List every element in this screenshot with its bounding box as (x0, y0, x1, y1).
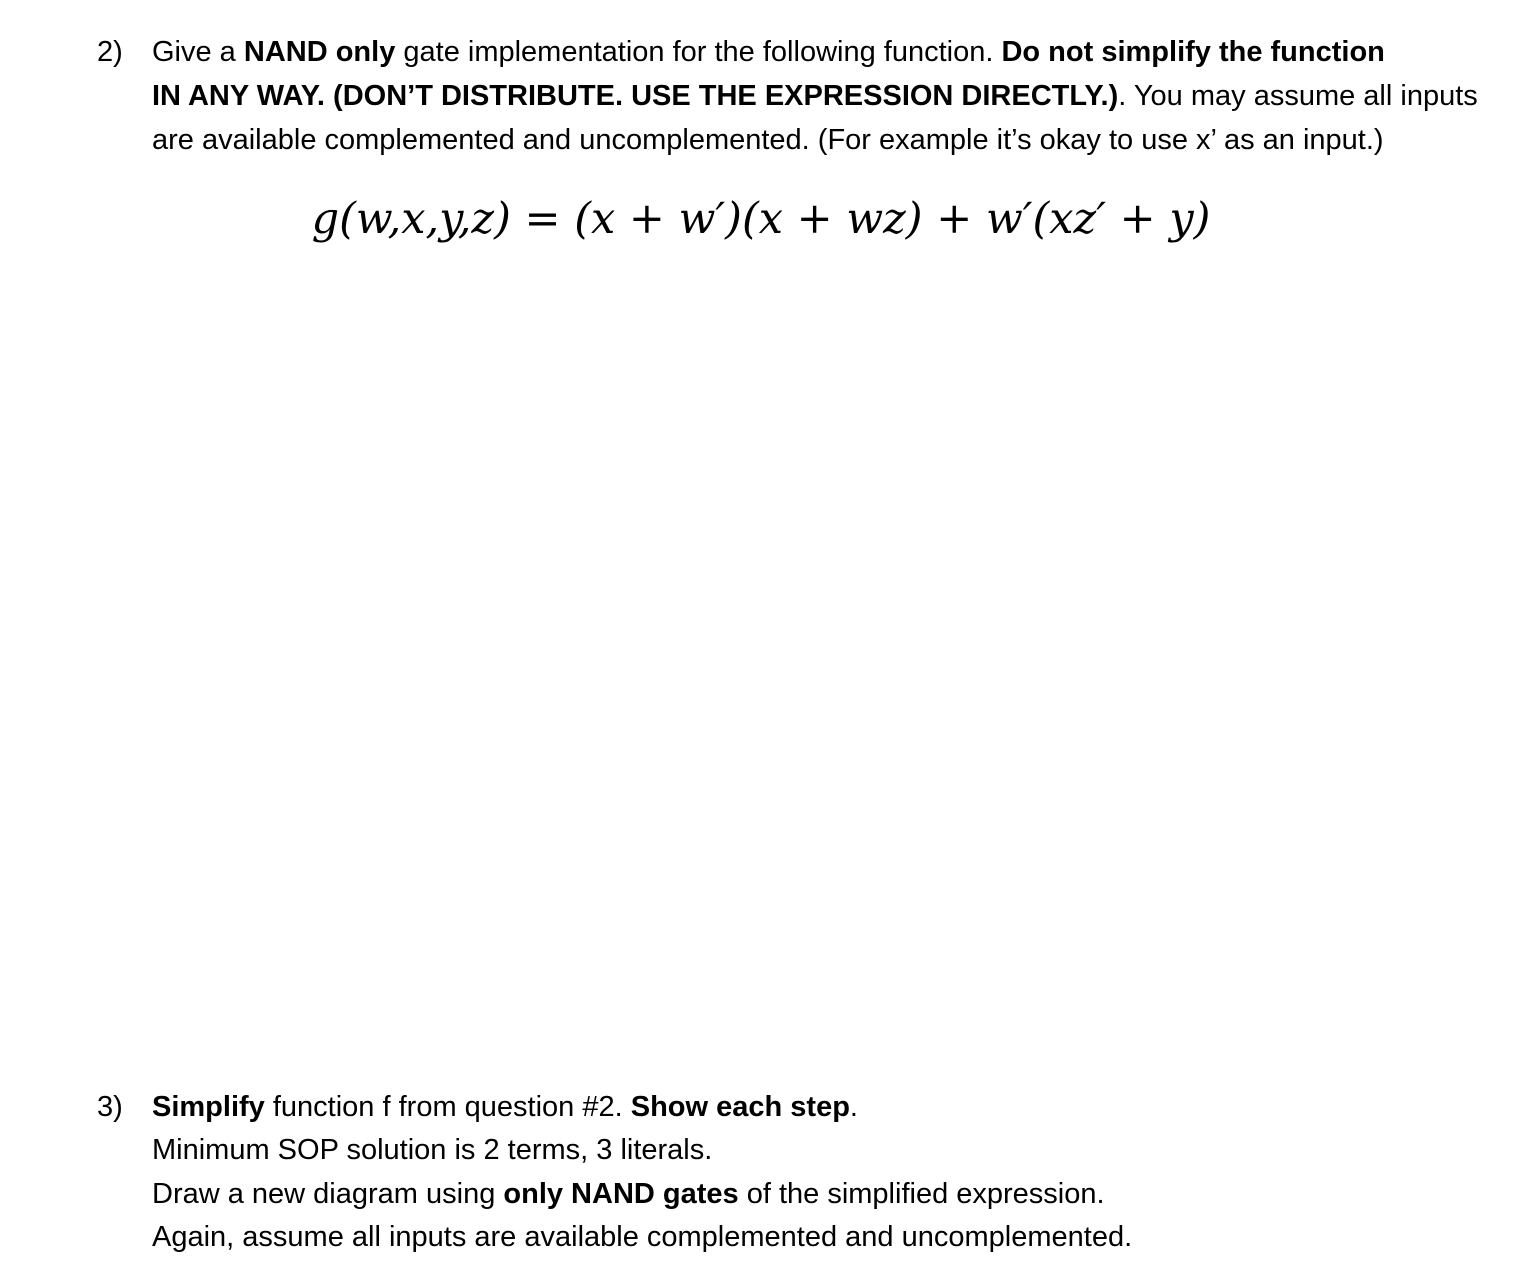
question-2-line-2 (152, 74, 1478, 118)
q3-l3-text-a: Draw a new diagram using (152, 1178, 504, 1210)
q2-l1-bold-nand-only: NAND only (243, 36, 396, 68)
q3-l1-text-b: function f from question #2. (264, 1091, 631, 1123)
q2-l2-text-b: . You may assume all inputs (1118, 80, 1478, 112)
q3-l3-text-c: of the simplified expression. (738, 1178, 1105, 1210)
question-2-number: 2) (97, 36, 123, 68)
q2-l1-bold-do-not-simplify: Do not simplify the function (1001, 36, 1385, 68)
q3-l1-text-d: . (849, 1091, 858, 1123)
q3-l1-bold-show-each-step: Show each step (630, 1091, 850, 1123)
question-3-line-1 (152, 1085, 858, 1129)
q2-l2-bold-instructions: IN ANY WAY. (DON’T DISTRIBUTE. USE THE EXPRESSION DIRECTLY.) (152, 80, 1119, 112)
boolean-equation: g(w,x,y,z) = (x + w′)(x + wz) + w′(xz′ + y) (311, 194, 1211, 244)
question-3-line-3 (152, 1172, 1105, 1216)
question-2-line-1 (152, 30, 1385, 74)
question-3-line-4: Again, assume all inputs are available complemented and uncomplemented. (152, 1221, 1133, 1253)
question-3-line-2: Minimum SOP solution is 2 terms, 3 literals. (152, 1134, 713, 1166)
q2-l1-text-c: gate implementation for the following function. (395, 36, 1002, 68)
q3-l1-bold-simplify: Simplify (152, 1091, 265, 1123)
question-2-line-3: are available complemented and uncomplemented. (For example it’s okay to use x’ as an input.) (152, 124, 1384, 156)
question-3-number: 3) (97, 1091, 123, 1123)
q2-l1-text-a: Give a (152, 36, 244, 68)
q3-l3-bold-only-nand: only NAND gates (503, 1178, 739, 1210)
